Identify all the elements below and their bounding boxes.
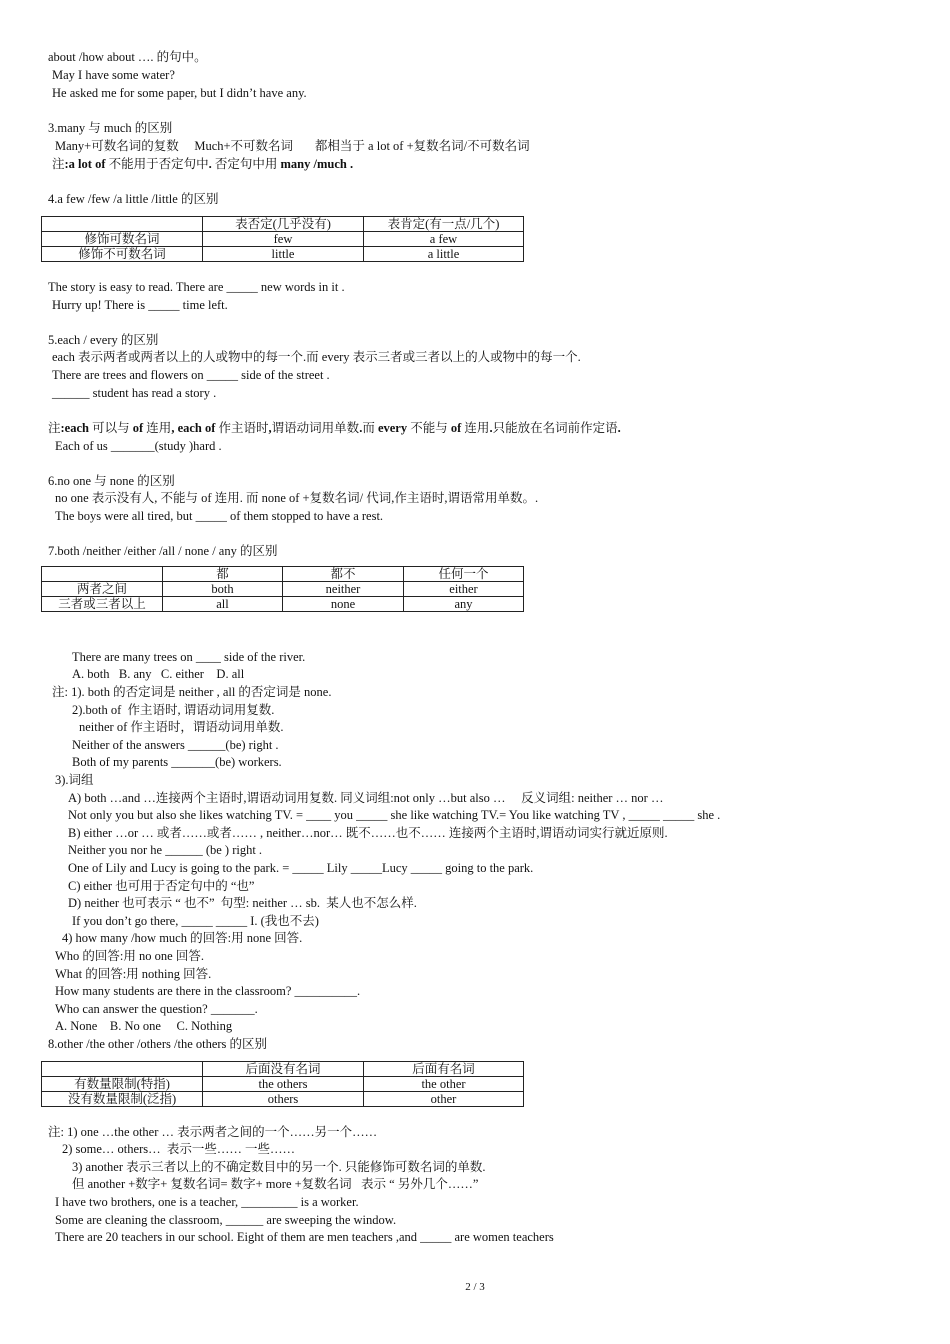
table-row [42,597,524,612]
section-heading: 6.no one 与 none 的区别 [48,474,175,488]
text-line: May I have some water? [52,68,175,82]
text-line: Many+可数名词的复数 Much+不可数名词 都相当于 a lot of +复数名词/不可数名词 [55,139,530,153]
table-cell: either [404,582,524,597]
note-line: 注: 1) one …the other … 表示两者之间的一个……另一个…… [48,1125,378,1139]
note-line: Who 的回答:用 no one 回答. [55,949,204,963]
table-cell: 表否定(几乎没有) [203,217,364,232]
exercise-line: The story is easy to read. There are _____ new words in it . [48,280,345,294]
exercise-line: Hurry up! There is _____ time left. [52,298,228,312]
note-line: 4) how many /how much 的回答:用 none 回答. [62,931,303,945]
table-cell [42,567,163,582]
table-cell: other [364,1092,524,1107]
text-line: each 表示两者或两者以上的人或物中的每一个.而 every 表示三者或三者以上的人或物中的每一个. [52,350,581,364]
note-line: 2).both of 作主语时, 谓语动词用复数. [72,703,275,717]
note-line: 注:a lot of 不能用于否定句中. 否定句中用 many /much . [52,157,354,171]
exercise-line: If you don’t go there, _____ _____ I. (我也不去) [72,914,319,928]
table-cell: 修饰不可数名词 [42,247,203,262]
exercise-line: There are trees and flowers on _____ side of the street . [52,368,330,382]
table-cell: 两者之间 [42,582,163,597]
note-line: 2) some… others… 表示一些…… 一些…… [62,1142,295,1156]
exercise-line: Not only you but also she likes watching TV. = ____ you _____ she like watching TV.= You like watching TV , _____ _____ she . [68,808,721,822]
table-cell: 后面有名词 [364,1062,524,1077]
table-cell: none [283,597,404,612]
exercise-line: Both of my parents _______(be) workers. [72,755,282,769]
table-cell: a few [364,232,524,247]
exercise-line: How many students are there in the classroom? __________. [55,984,361,998]
note-line: C) either 也可用于否定句中的 “也” [68,879,255,893]
table-cell: 修饰可数名词 [42,232,203,247]
table-row [42,1077,524,1092]
exercise-line: Neither you nor he ______ (be ) right . [68,843,263,857]
note-line: B) either …or … 或者……或者…… , neither…nor… 既不……也不…… 连接两个主语时,谓语动词实行就近原则. [68,826,668,840]
table-header-row [42,1062,524,1077]
both-neither-table [41,566,524,612]
table-cell: 都 [163,567,283,582]
table-header-row [42,217,524,232]
table-cell: 没有数量限制(泛指) [42,1092,203,1107]
table-cell: 有数量限制(特指) [42,1077,203,1092]
table-cell: the other [364,1077,524,1092]
table-cell: 任何一个 [404,567,524,582]
exercise-line: Some are cleaning the classroom, ______ are sweeping the window. [55,1213,397,1227]
note-line: 3) another 表示三者以上的不确定数目中的另一个. 只能修饰可数名词的单数. [72,1160,486,1174]
exercise-line: I have two brothers, one is a teacher, _________ is a worker. [55,1195,359,1209]
table-cell: few [203,232,364,247]
table-cell: 都不 [283,567,404,582]
note-line: 注: 1). both 的否定词是 neither , all 的否定词是 none. [52,685,332,699]
note-line: 注:each 可以与 of 连用, each of 作主语时,谓语动词用单数.而 every 不能与 of 连用.只能放在名词前作定语. [48,421,621,435]
table-cell: others [203,1092,364,1107]
table-cell: 三者或三者以上 [42,597,163,612]
table-row [42,247,524,262]
table-cell: 后面没有名词 [203,1062,364,1077]
table-cell: both [163,582,283,597]
page-number: 2 / 3 [465,1281,485,1293]
exercise-line: One of Lily and Lucy is going to the park. = _____ Lily _____Lucy _____ going to the park. [68,861,534,875]
table-cell: 表肯定(有一点/几个) [364,217,524,232]
text-line: no one 表示没有人, 不能与 of 连用. 而 none of +复数名词/ 代词,作主语时,谓语常用单数。. [55,491,539,505]
exercise-line: ______ student has read a story . [52,386,217,400]
text-line: He asked me for some paper, but I didn’t have any. [52,86,307,100]
section-heading: 8.other /the other /others /the others 的区别 [48,1037,268,1051]
table-cell [42,1062,203,1077]
section-heading: 5.each / every 的区别 [48,333,159,347]
table-cell [42,217,203,232]
note-line: D) neither 也可表示 “ 也不” 句型: neither … sb. 某人也不怎么样. [68,896,417,910]
exercise-line: There are many trees on ____ side of the river. [72,650,306,664]
exercise-line: There are 20 teachers in our school. Eight of them are men teachers ,and _____ are women teachers [55,1230,554,1244]
text-line: about /how about …. 的句中。 [48,50,207,64]
exercise-line: Each of us _______(study )hard . [55,439,222,453]
exercise-line: The boys were all tired, but _____ of them stopped to have a rest. [55,509,384,523]
section-heading: 4.a few /few /a little /little 的区别 [48,192,219,206]
note-line: neither of 作主语时，谓语动词用单数. [79,720,284,734]
table-header-row [42,567,524,582]
note-line: 3).词组 [55,773,94,787]
table-cell: any [404,597,524,612]
table-row [42,232,524,247]
table-cell: the others [203,1077,364,1092]
options-line: A. None B. No one C. Nothing [55,1019,233,1033]
section-heading: 3.many 与 much 的区别 [48,121,173,135]
note-line: A) both …and …连接两个主语时,谓语动词用复数. 同义词组:not only …but also … 反义词组: neither … nor … [68,791,664,805]
table-cell: neither [283,582,404,597]
note-line: What 的回答:用 nothing 回答. [55,967,212,981]
table-cell: a little [364,247,524,262]
exercise-line: Neither of the answers ______(be) right . [72,738,279,752]
few-little-table [41,216,524,262]
table-row [42,582,524,597]
note-line: 但 another +数字+ 复数名词= 数字+ more +复数名词 表示 “ 另外几个……” [72,1177,479,1191]
other-others-table [41,1061,524,1107]
table-cell: little [203,247,364,262]
table-cell: all [163,597,283,612]
section-heading: 7.both /neither /either /all / none / any 的区别 [48,544,278,558]
table-row [42,1092,524,1107]
exercise-line: Who can answer the question? _______. [55,1002,258,1016]
options-line: A. both B. any C. either D. all [72,667,245,681]
